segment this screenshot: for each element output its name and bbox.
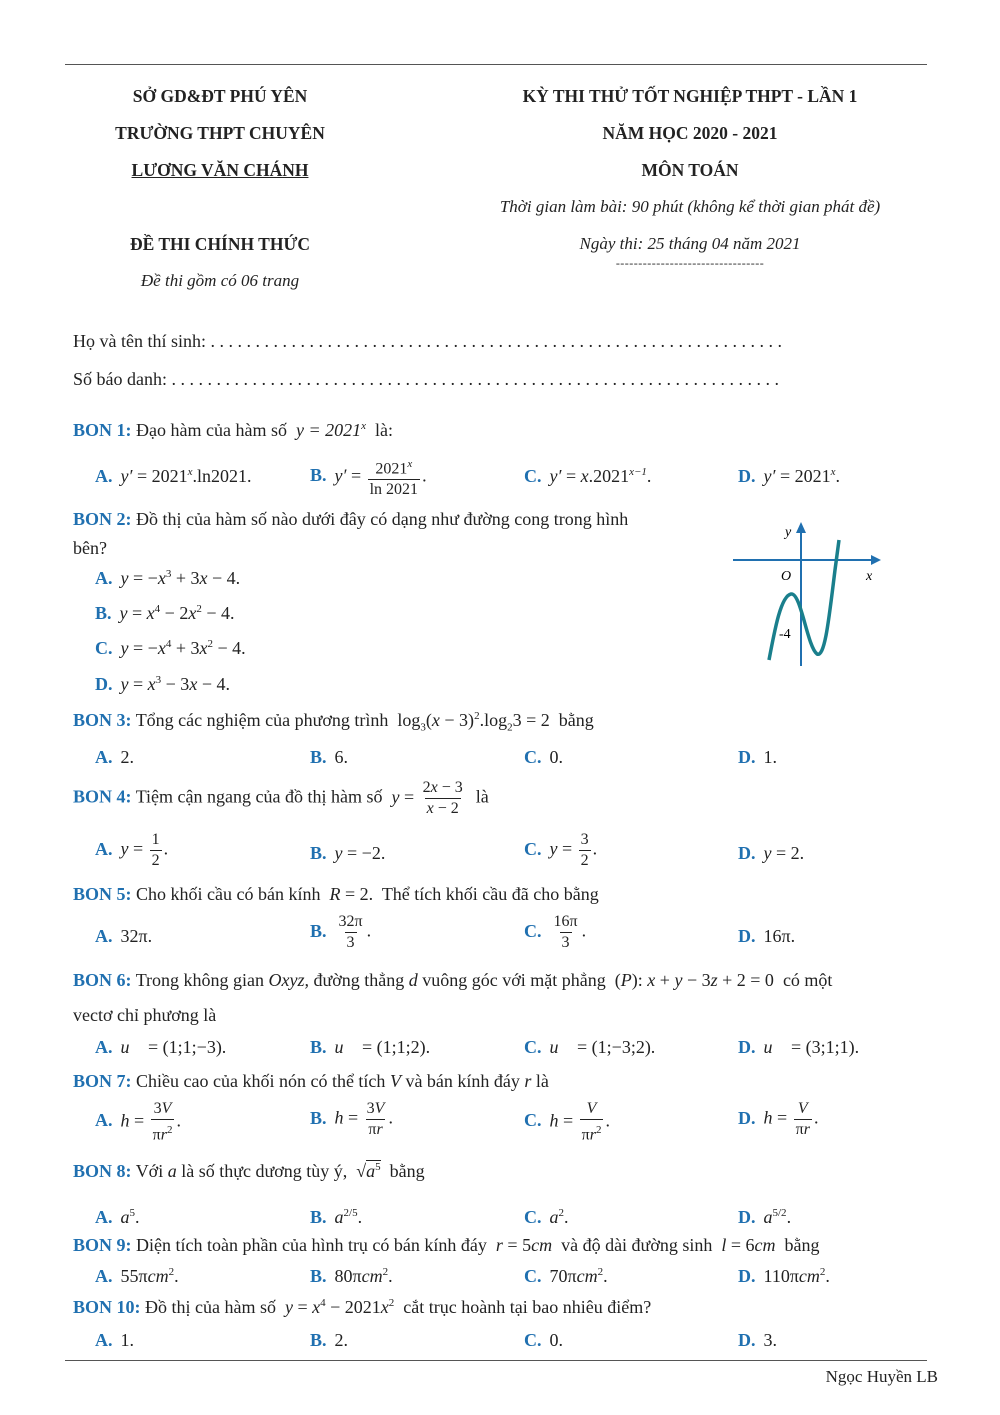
q10-option-b[interactable]: B. 2. [310, 1330, 349, 1350]
q8-option-c[interactable]: C. $a^2$. [524, 1207, 569, 1227]
q10-option-d[interactable]: D. 3. [738, 1330, 777, 1350]
option-label: B. [310, 920, 327, 941]
q10-tail: cắt trục hoành tại bao nhiêu điểm? [403, 1297, 652, 1317]
subject: MÔN TOÁN [641, 160, 739, 180]
option-label: C. [524, 747, 542, 767]
top-rule [65, 64, 927, 65]
q6-text-b: đường thẳng [313, 970, 405, 990]
q1-stem [73, 420, 393, 441]
q8-option-d[interactable]: D. $a^{5/2}$. [738, 1207, 792, 1227]
q3-option-a[interactable]: A. 2. [95, 747, 134, 767]
q9-option-a[interactable]: A. 55πcm$^2$. [95, 1266, 179, 1286]
option-label: C. [524, 1037, 542, 1057]
option-label: C. [524, 1207, 542, 1227]
option-label: A. [95, 1110, 113, 1131]
q8-mid: là số thực dương tùy ý, [181, 1161, 348, 1181]
name-line[interactable] [73, 331, 782, 352]
bottom-rule [65, 1360, 927, 1361]
q7-option-a[interactable]: A. h = $\frac{3V}{\pi r^2}$ . [95, 1100, 181, 1144]
q7-r: r [524, 1071, 532, 1091]
option-label: D. [738, 843, 756, 863]
dept-name: SỞ GD&ĐT PHÚ YÊN [132, 86, 308, 106]
option-label: D. [738, 1037, 756, 1057]
q9-mid: và độ dài đường sinh [561, 1235, 713, 1255]
q8-a: a [167, 1161, 177, 1181]
q8-stem [73, 1161, 425, 1182]
q1-option-d[interactable]: D. $y' = 2021^x$. [738, 466, 840, 486]
q9-number: BON 9: [73, 1235, 132, 1255]
q7-v: V [389, 1071, 401, 1091]
option-label: C. [524, 838, 542, 859]
q5-option-c[interactable]: C. $\frac{16\pi}{3}$ . [524, 913, 587, 951]
q2-stem-2: bên? [73, 538, 107, 558]
q9-option-b[interactable]: B. 80πcm$^2$. [310, 1266, 393, 1286]
option-label: B. [310, 843, 327, 863]
q6-option-b[interactable]: B. u⃗ = (1;1;2). [310, 1037, 431, 1057]
q7-option-c[interactable]: C. h = $\frac{V}{\pi r^2}$ . [524, 1100, 610, 1144]
q6-tail: có một [782, 970, 833, 990]
q4-tail: là [475, 786, 489, 807]
q6-text-c: vuông góc với mặt phẳng [422, 970, 606, 990]
q4-formula: y = $\frac{2x - 3}{x - 2}$ [391, 779, 463, 817]
option-label: C. [524, 920, 542, 941]
option-label: D. [738, 1107, 756, 1128]
q10-option-c[interactable]: C. 0. [524, 1330, 563, 1350]
origin-label: O [781, 569, 792, 584]
q9-option-c[interactable]: C. 70πcm$^2$. [524, 1266, 608, 1286]
q3-option-b[interactable]: B. 6. [310, 747, 349, 767]
graph-curve [769, 540, 839, 660]
q5-option-d[interactable]: D. 16π. [738, 926, 796, 946]
option-label: A. [95, 926, 113, 946]
pages-note: Đề thi gồm có 06 trang [140, 271, 300, 290]
q3-text: Tổng các nghiệm của phương trình [135, 710, 389, 730]
option-label: B. [310, 1330, 327, 1350]
q8-formula: $√a^5$ [351, 1161, 381, 1181]
q1-option-b[interactable]: B. y′ = $\frac{2021^x}{\ln 2021}$ . [310, 458, 427, 499]
name-dots: . . . . . . . . . . . . . . . . . . . . . . . . . . . . . . . . . . . . . . . . . . . . . . . . . . . . . . . . . . . . . . . . [210, 331, 782, 351]
q6-stem-2: vectơ chỉ phương là [73, 1005, 217, 1025]
school-year: NĂM HỌC 2020 - 2021 [602, 123, 778, 143]
q5-text: Cho khối cầu có bán kính [136, 884, 321, 904]
q3-formula: $\log_3(x - 3)^2.\log_23 = 2$ [392, 710, 555, 734]
q1-text: Đạo hàm của hàm số [136, 420, 287, 440]
option-label: B. [310, 747, 327, 767]
q10-stem [73, 1297, 651, 1318]
q5-number: BON 5: [73, 884, 132, 904]
q4-number: BON 4: [73, 786, 132, 807]
option-label: A. [95, 838, 113, 859]
q6-text: Trong không gian [135, 970, 265, 990]
q9-formula-r: r = 5cm [495, 1235, 553, 1255]
option-label: C. [524, 466, 542, 486]
official-label: ĐỀ THI CHÍNH THỨC [129, 234, 311, 254]
q8-number: BON 8: [73, 1161, 132, 1181]
q2-option-c[interactable]: C. $y = -x^4 + 3x^2 - 4$. [95, 638, 246, 658]
q5-formula: R = 2. [329, 884, 378, 904]
q9-stem [73, 1235, 820, 1256]
option-label: A. [95, 466, 113, 486]
q2-option-d[interactable]: D. $y = x^3 - 3x - 4$. [95, 674, 230, 694]
q5-stem [73, 884, 599, 905]
y-axis-arrow-icon [796, 522, 806, 533]
q1-option-a[interactable]: A. $y' = 2021^x.\ln 2021$. [95, 466, 252, 486]
q2-graph [725, 518, 895, 668]
q7-stem [73, 1071, 549, 1092]
q5-option-a[interactable]: A. 32π. [95, 926, 153, 946]
q8-text: Với [135, 1161, 164, 1181]
option-label: D. [738, 1207, 756, 1227]
q9-text: Diện tích toàn phần của hình trụ có bán kính đáy [136, 1235, 487, 1255]
option-label: B. [310, 465, 327, 486]
q1-formula: $y = 2021^x$ [291, 420, 366, 440]
q2-option-b[interactable]: B. $y = x^4 - 2x^2 - 4$. [95, 603, 235, 623]
school-name-1: TRƯỜNG THPT CHUYÊN [115, 123, 325, 143]
q6-stem [73, 970, 832, 991]
option-label: D. [738, 1330, 756, 1350]
option-label: C. [95, 638, 113, 658]
option-label: A. [95, 1266, 113, 1286]
q6-oxyz: Oxyz, [268, 970, 310, 990]
option-label: B. [95, 603, 112, 623]
x-axis-arrow-icon [871, 555, 881, 565]
q3-option-d[interactable]: D. 1. [738, 747, 777, 767]
q3-number: BON 3: [73, 710, 132, 730]
q4-option-d[interactable]: D. y = 2. [738, 843, 805, 863]
q2-stem [73, 509, 628, 530]
q4-stem [73, 778, 489, 819]
q4-text: Tiệm cận ngang của đồ thị hàm số [135, 786, 383, 807]
exam-date: Ngày thi: 25 tháng 04 năm 2021 [579, 234, 801, 253]
option-label: D. [738, 926, 756, 946]
q10-number: BON 10: [73, 1297, 141, 1317]
q9-tail: bằng [784, 1235, 820, 1255]
option-label: A. [95, 1330, 113, 1350]
q8-option-b[interactable]: B. $a^{2/5}$. [310, 1207, 363, 1227]
q7-mid: và bán kính đáy [405, 1071, 520, 1091]
q8-tail: bằng [389, 1161, 425, 1181]
minus4-label: -4 [779, 627, 791, 642]
q1-tail: là: [374, 420, 393, 440]
option-label: D. [738, 747, 756, 767]
q4-option-b[interactable]: B. y = −2. [310, 843, 386, 863]
x-axis-label: x [866, 569, 873, 584]
q3-stem [73, 710, 594, 734]
q9-formula-l: l = 6cm [721, 1235, 776, 1255]
q6-option-c[interactable]: C. u⃗ = (1;−3;2). [524, 1037, 656, 1057]
q7-tail: là [535, 1071, 549, 1091]
exam-title: KỲ THI THỬ TỐT NGHIỆP THPT - LẦN 1 [522, 86, 858, 106]
q1-option-c[interactable]: C. $y' = x.2021^{x-1}$. [524, 466, 652, 486]
name-label: Họ và tên thí sinh: [73, 331, 206, 351]
option-label: D. [95, 674, 113, 694]
option-label: A. [95, 568, 113, 588]
option-label: B. [310, 1107, 327, 1128]
option-label: C. [524, 1330, 542, 1350]
id-dots: . . . . . . . . . . . . . . . . . . . . . . . . . . . . . . . . . . . . . . . . . . . . . . . . . . . . . . . . . . . . . . . . . . . . [171, 369, 779, 389]
q2-option-a[interactable]: A. $y = -x^3 + 3x - 4$. [95, 568, 241, 588]
q4-option-c[interactable]: C. y = $\frac{3}{2}$ . [524, 831, 598, 869]
option-label: B. [310, 1207, 327, 1227]
option-label: C. [524, 1266, 542, 1286]
q8-option-a[interactable]: A. $a^5$. [95, 1207, 140, 1227]
time-note: Thời gian làm bài: 90 phút (không kể thời gian phát đề) [499, 197, 881, 216]
q6-option-a[interactable]: A. u⃗ = (1;1;−3). [95, 1037, 227, 1057]
q2-text: Đồ thị của hàm số nào dưới đây có dạng như đường cong trong hình [136, 509, 629, 529]
option-label: B. [310, 1037, 327, 1057]
id-label: Số báo danh: [73, 369, 167, 389]
q7-number: BON 7: [73, 1071, 132, 1091]
q10-text: Đồ thị của hàm số [145, 1297, 276, 1317]
q1-number: BON 1: [73, 420, 132, 440]
option-label: A. [95, 1037, 113, 1057]
q4-option-a[interactable]: A. y = $\frac{1}{2}$ . [95, 831, 169, 869]
header-dashes: --------------------------------- [615, 256, 765, 270]
option-label: C. [524, 1110, 542, 1131]
school-name-2: LƯƠNG VĂN CHÁNH [131, 160, 309, 180]
q6-number: BON 6: [73, 970, 132, 990]
q6-option-d[interactable]: D. u⃗ = (3;1;1). [738, 1037, 860, 1057]
option-label: D. [738, 1266, 756, 1286]
q6-d: d [408, 970, 418, 990]
q9-option-d[interactable]: D. 110πcm$^2$. [738, 1266, 830, 1286]
y-axis-label: y [785, 525, 792, 540]
q10-option-a[interactable]: A. 1. [95, 1330, 134, 1350]
q3-tail: bằng [558, 710, 594, 730]
q10-formula: $y = x^4 - 2021x^2$ [284, 1297, 395, 1317]
option-label: A. [95, 747, 113, 767]
option-label: B. [310, 1266, 327, 1286]
q7-text: Chiều cao của khối nón có thể tích [136, 1071, 386, 1091]
q7-option-d[interactable]: D. h = $\frac{V}{\pi r}$ . [738, 1100, 819, 1138]
q3-option-c[interactable]: C. 0. [524, 747, 563, 767]
footer-author: Ngọc Huyền LB [825, 1367, 938, 1386]
option-label: D. [738, 466, 756, 486]
q7-option-b[interactable]: B. h = $\frac{3V}{\pi r}$ . [310, 1100, 393, 1138]
q2-number: BON 2: [73, 509, 132, 529]
q6-formula: (P): x + y − 3z + 2 = 0 [610, 970, 779, 990]
id-line[interactable] [73, 369, 779, 390]
q5-option-b[interactable]: B. $\frac{32\pi}{3}$ . [310, 913, 372, 951]
option-label: A. [95, 1207, 113, 1227]
q5-tail: Thể tích khối cầu đã cho bằng [381, 884, 599, 904]
